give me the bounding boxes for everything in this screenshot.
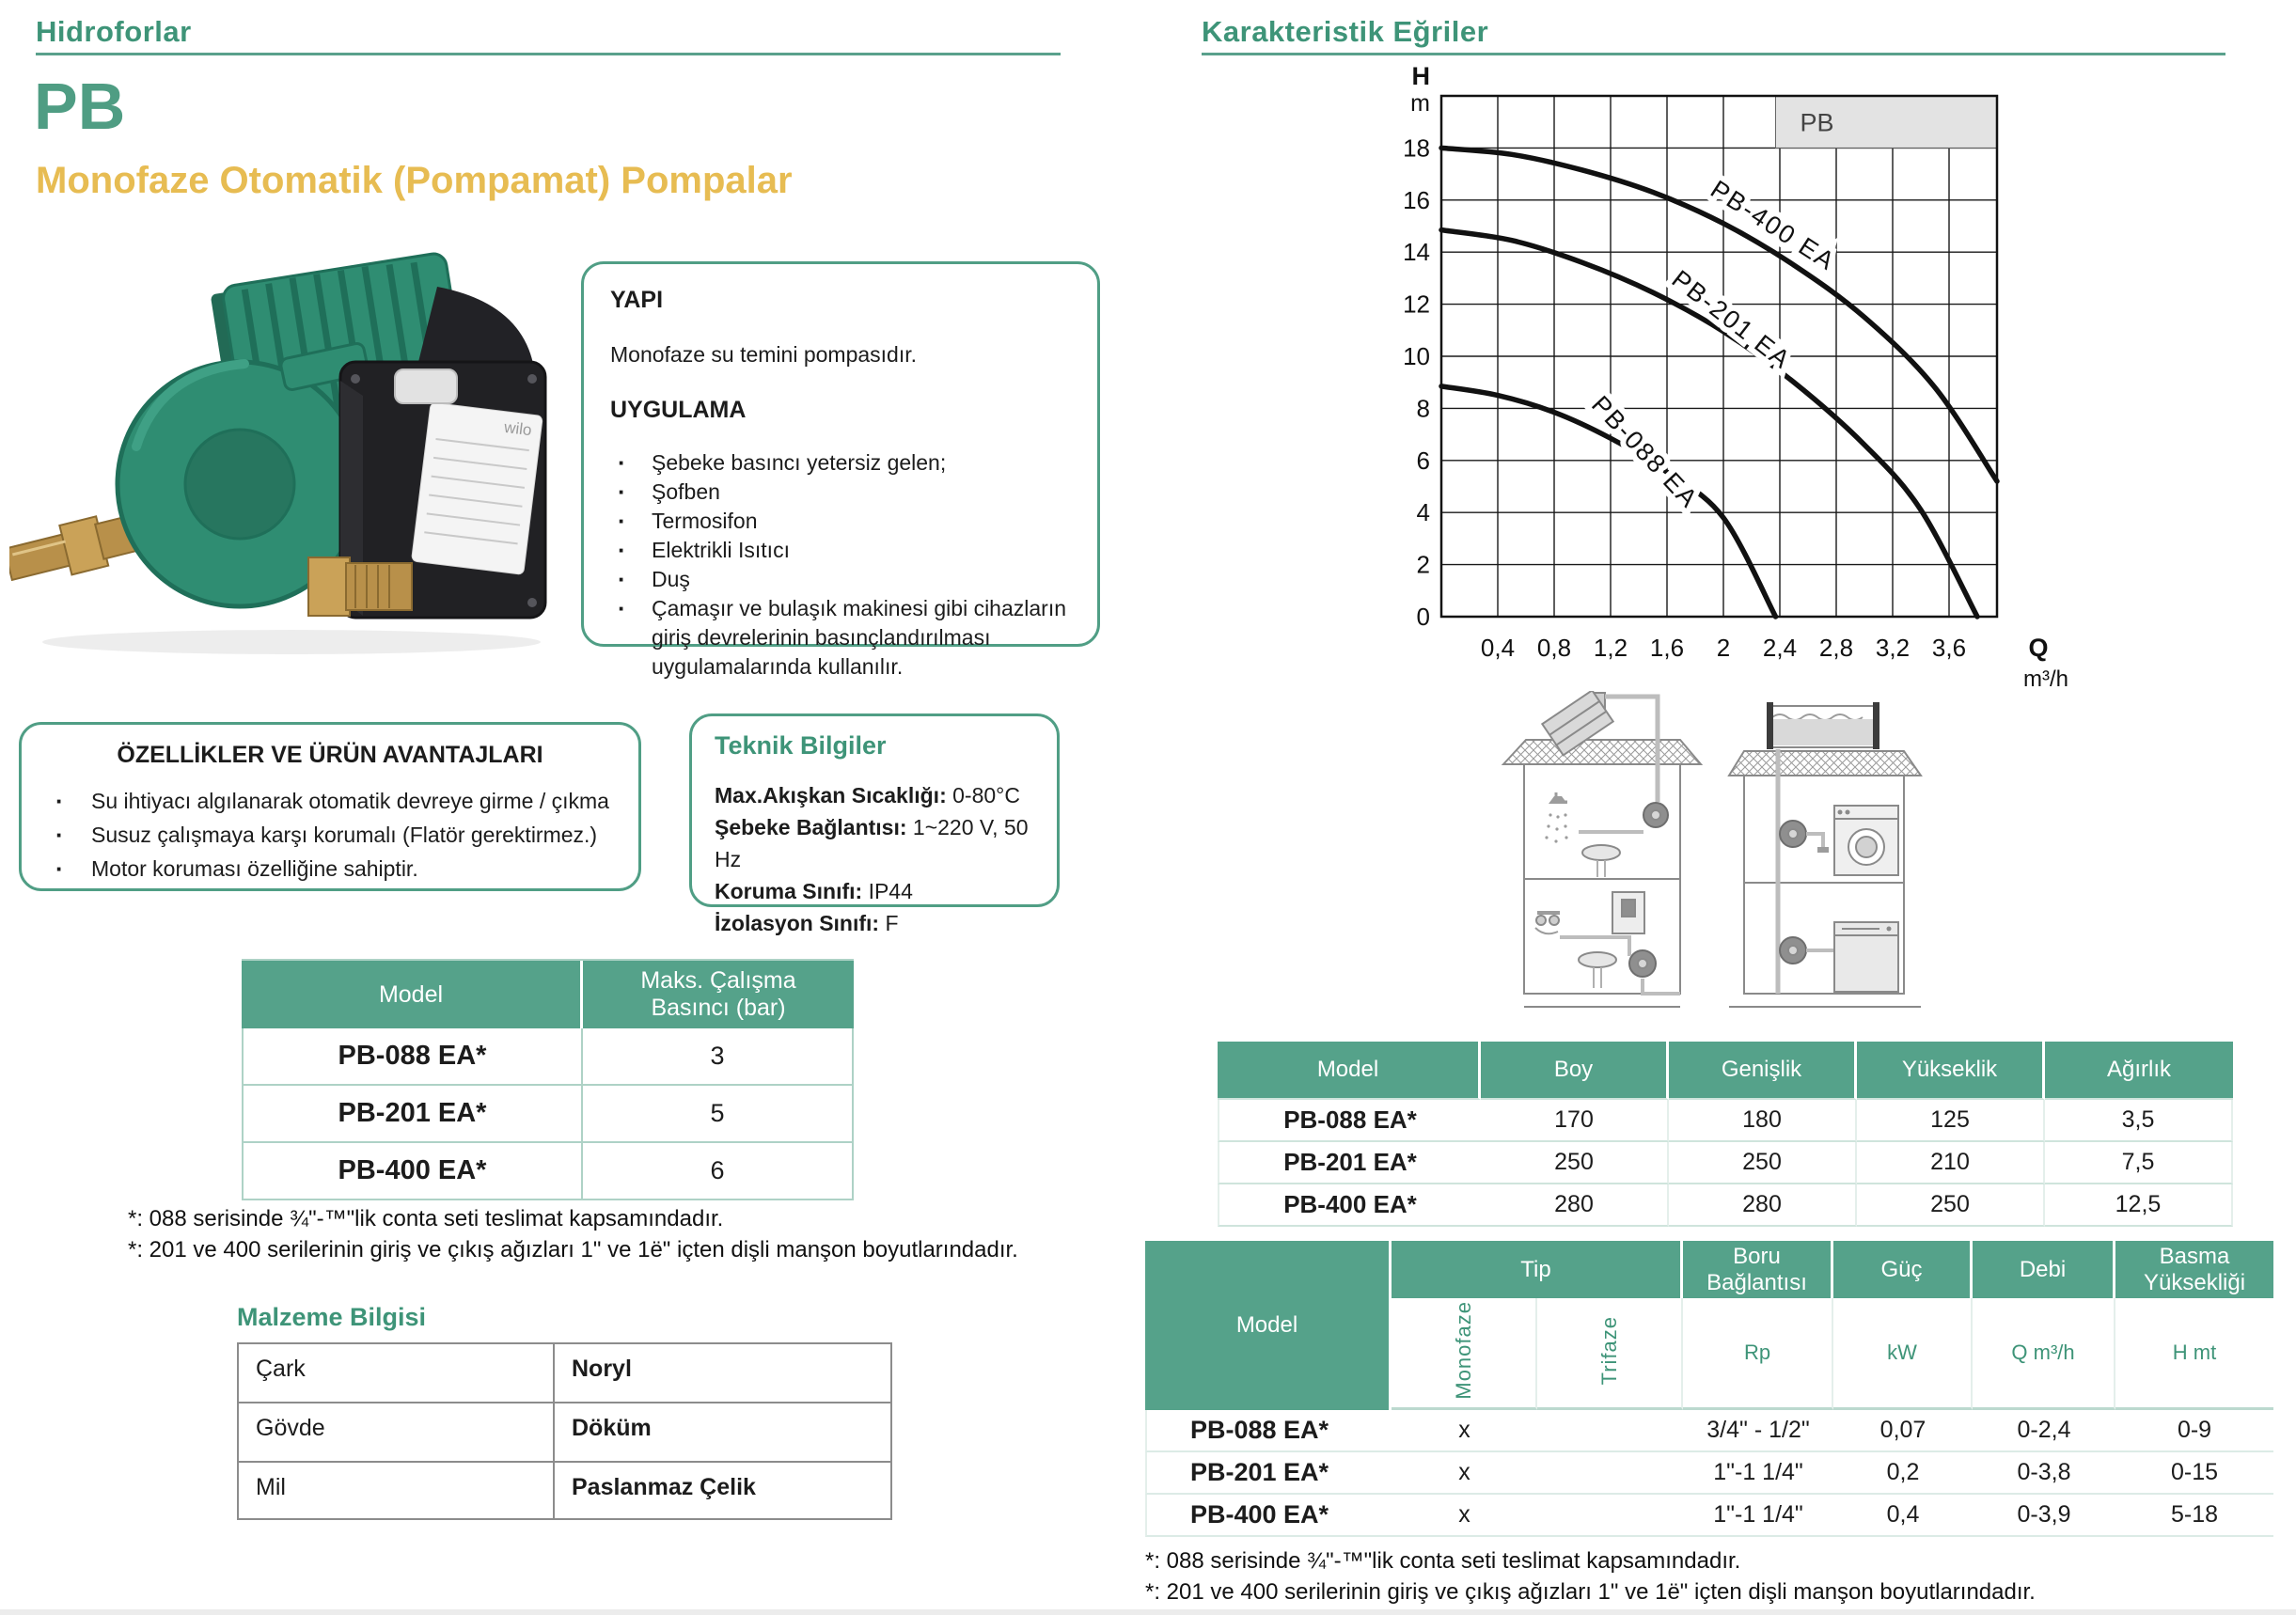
mixer-icon [1535,913,1560,933]
yapi-title: YAPI [610,287,664,313]
curves-title: Karakteristik Eğriler [1202,15,1489,48]
list-item: · Su ihtiyacı algılanarak otomatik devreye girme / çıkma [44,784,616,818]
cell: 0,07 [1833,1410,1973,1452]
list-item: · Elektrikli Isıtıcı [610,536,1071,565]
features-box [19,722,641,891]
cell: 1"-1 1/4" [1683,1452,1833,1495]
cell-model: PB-400 EA* [1145,1495,1392,1537]
cell: 0-3,9 [1973,1495,2115,1537]
header-cell: Ağırlık [2045,1042,2233,1100]
section-rule [36,53,1061,55]
cell [1537,1495,1683,1537]
footnote: *: 201 ve 400 serilerinin giriş ve çıkış ağızları 1" ve 1ë" içten dişli manşon boyutlarındadır. [128,1237,1018,1262]
tech-row: Max.Akışkan Sıcaklığı: 0-80°C [715,783,1020,808]
table-row [1145,1495,2273,1537]
svg-text:m³/h: m³/h [2023,666,2068,692]
tech-info-box [689,713,1060,935]
cell: 170 [1481,1100,1669,1142]
cell: 0-9 [2115,1410,2273,1452]
header-cell-boru: Boru Bağlantısı [1683,1241,1833,1298]
cell-model: PB-201 EA* [242,1086,583,1143]
svg-text:H: H [1411,66,1430,90]
header-cell-tip: Tip [1392,1241,1683,1298]
svg-text:12: 12 [1403,290,1430,319]
table-header-row [1218,1042,2233,1100]
cell: 3,5 [2045,1100,2233,1142]
yapi-box [581,261,1100,679]
cell-model: PB-088 EA* [242,1028,583,1086]
characteristic-curves-chart [1345,66,2294,705]
table-row [1145,1410,2273,1452]
svg-text:2: 2 [1416,550,1430,579]
cell: 280 [1669,1184,1857,1227]
header-cell: Model [242,961,583,1028]
pressure-table [242,959,854,1200]
cell: 3/4" - 1/2" [1683,1410,1833,1452]
table-row [1218,1142,2233,1184]
cell: x [1392,1495,1537,1537]
svg-text:6: 6 [1416,446,1430,475]
cell: 12,5 [2045,1184,2233,1227]
x-axis-title [2023,634,2068,692]
table-row [242,1143,854,1200]
svg-text:m: m [1410,90,1430,117]
table-header-row [1145,1241,2273,1298]
svg-text:8: 8 [1416,394,1430,423]
cell: 7,5 [2045,1142,2233,1184]
list-item: · Şebeke basıncı yetersiz gelen; [610,448,1071,478]
header-cell: Maks. Çalışma Basıncı (bar) [583,961,854,1028]
curve-label: PB-088 EA [1585,390,1705,514]
diagram-solar-house [1503,691,1701,1007]
svg-text:3,6: 3,6 [1931,634,1967,662]
yapi-description: Monofaze su temini pompasıdır. [610,342,917,367]
svg-text:0,4: 0,4 [1480,634,1516,662]
product-code: PB [34,70,126,143]
header-cell: Boy [1481,1042,1669,1100]
cell: x [1392,1452,1537,1495]
footnote: *: 201 ve 400 serilerinin giriş ve çıkış ağızları 1" ve 1ë" içten dişli manşon boyutlarındadır. [1145,1579,2036,1605]
table-header-row [242,961,854,1028]
cell-model: PB-088 EA* [1218,1100,1481,1142]
cell [1537,1452,1683,1495]
svg-text:2: 2 [1716,634,1731,662]
section-title: Hidroforlar [36,15,192,48]
footnote: *: 088 serisinde ¾"-™"lik conta seti teslimat kapsamındadır. [128,1206,724,1231]
cell: 0-15 [2115,1452,2273,1495]
subheader-trifaze: Trifaze [1537,1298,1683,1410]
tech-row: Şebeke Bağlantısı: 1~220 V, 50 Hz [715,815,1029,871]
list-item: · Duş [610,565,1071,594]
cell: 0,2 [1833,1452,1973,1495]
list-item: · Susuz çalışmaya karşı korumalı (Flatör gerektirmez.) [44,818,616,852]
list-item: · Çamaşır ve bulaşık makinesi gibi cihazların giriş devrelerinin basınçlandırılması uygulamalarında kullanılır. [610,594,1071,682]
svg-text:14: 14 [1403,238,1430,267]
cell-part: Çark [237,1342,553,1402]
header-cell-model: Model [1145,1241,1392,1410]
subheader-qm3h: Q m³/h [1973,1298,2115,1410]
cell-model: PB-400 EA* [1218,1184,1481,1227]
y-axis-ticks [1403,133,1430,631]
subheader-monofaze: Monofaze [1392,1298,1537,1410]
cell: 250 [1857,1184,2045,1227]
svg-text:2,4: 2,4 [1762,634,1798,662]
shower-icon [1545,796,1567,843]
header-cell-debi: Debi [1973,1241,2115,1298]
cell-model: PB-201 EA* [1145,1452,1392,1495]
table-row [242,1028,854,1086]
list-item: · Motor koruması özelliğine sahiptir. [44,852,616,886]
cell: 0,4 [1833,1495,1973,1537]
cell: 250 [1481,1142,1669,1184]
cell-value: 5 [583,1086,854,1143]
footnote: *: 088 serisinde ¾"-™"lik conta seti teslimat kapsamındadır. [1145,1548,1741,1574]
svg-text:4: 4 [1416,498,1430,527]
table-row [237,1402,892,1461]
cell-material: Döküm [553,1402,892,1461]
dimensions-table [1218,1042,2233,1227]
table-row [242,1086,854,1143]
cell-material: Noryl [553,1342,892,1402]
cell: 0-2,4 [1973,1410,2115,1452]
tech-title: Teknik Bilgiler [715,731,887,760]
spec-table [1145,1241,2273,1537]
list-item: · Şofben [610,478,1071,507]
cell-value: 3 [583,1028,854,1086]
svg-text:1,6: 1,6 [1649,634,1685,662]
features-title: ÖZELLİKLER VE ÜRÜN AVANTAJLARI [117,742,543,768]
subheader-hmt: H mt [2115,1298,2273,1410]
svg-text:3,2: 3,2 [1875,634,1911,662]
curves-rule [1202,53,2225,55]
basin-icon [1579,952,1616,967]
cell: 280 [1481,1184,1669,1227]
uygulama-title: UYGULAMA [610,397,747,423]
installation-diagrams [1500,691,1932,1025]
cell-part: Mil [237,1461,553,1520]
table-row [237,1342,892,1402]
cell: 0-3,8 [1973,1452,2115,1495]
svg-text:18: 18 [1403,133,1430,163]
header-cell: Model [1218,1042,1481,1100]
list-item: · Termosifon [610,507,1071,536]
diagram-tank-house [1729,702,1921,1007]
cell: 180 [1669,1100,1857,1142]
brass-outlet-fitting [308,557,412,616]
curve-label: PB-201 EA [1666,264,1797,375]
table-row [1145,1452,2273,1495]
header-cell: Yükseklik [1857,1042,2045,1100]
basin-icon [1582,845,1620,860]
cell-part: Gövde [237,1402,553,1461]
svg-text:10: 10 [1403,342,1430,370]
cell: 5-18 [2115,1495,2273,1537]
cell: 125 [1857,1100,2045,1142]
brand-label: wilo [503,417,533,440]
cell-material: Paslanmaz Çelik [553,1461,892,1520]
footnotes-left [128,1203,1181,1265]
pressure-switch-button [395,369,457,403]
tap-icon [1817,847,1829,853]
table-row [1218,1184,2233,1227]
header-cell: Genişlik [1669,1042,1857,1100]
page-footer-strip [0,1609,2296,1615]
cell: 210 [1857,1142,2045,1184]
cell-model: PB-400 EA* [242,1143,583,1200]
svg-text:0: 0 [1416,603,1430,631]
cell: x [1392,1410,1537,1452]
chart-family-label: PB [1800,108,1834,137]
material-title: Malzeme Bilgisi [237,1303,427,1331]
svg-text:16: 16 [1403,185,1430,214]
table-row [237,1461,892,1520]
cell: 250 [1669,1142,1857,1184]
svg-text:0,8: 0,8 [1536,634,1572,662]
cell: 1"-1 1/4" [1683,1495,1833,1537]
svg-text:Q: Q [2028,634,2049,662]
footnotes-right [1145,1545,2273,1607]
chart-grid [1441,96,1997,617]
tech-row: Koruma Sınıfı: IP44 [715,879,913,903]
material-table [237,1342,892,1520]
curve-label: PB-400 EA [1706,175,1841,276]
product-subtitle: Monofaze Otomatik (Pompamat) Pompalar [36,160,793,201]
header-cell-guc: Güç [1833,1241,1973,1298]
header-cell-basma: Basma Yüksekliği [2115,1241,2273,1298]
subheader-kw: kW [1833,1298,1973,1410]
table-row [1218,1100,2233,1142]
cell-model: PB-201 EA* [1218,1142,1481,1184]
x-axis-ticks [1481,634,1966,662]
tech-row: İzolasyon Sınıfı: F [715,911,899,935]
svg-text:2,8: 2,8 [1818,634,1854,662]
svg-text:1,2: 1,2 [1593,634,1628,662]
washing-machine-icon [1834,806,1898,875]
y-axis-title [1410,66,1430,117]
cell-model: PB-088 EA* [1145,1410,1392,1452]
subheader-rp: Rp [1683,1298,1833,1410]
cell [1537,1410,1683,1452]
cell-value: 6 [583,1143,854,1200]
product-photo-pump [9,230,564,658]
dishwasher-icon [1834,922,1898,992]
